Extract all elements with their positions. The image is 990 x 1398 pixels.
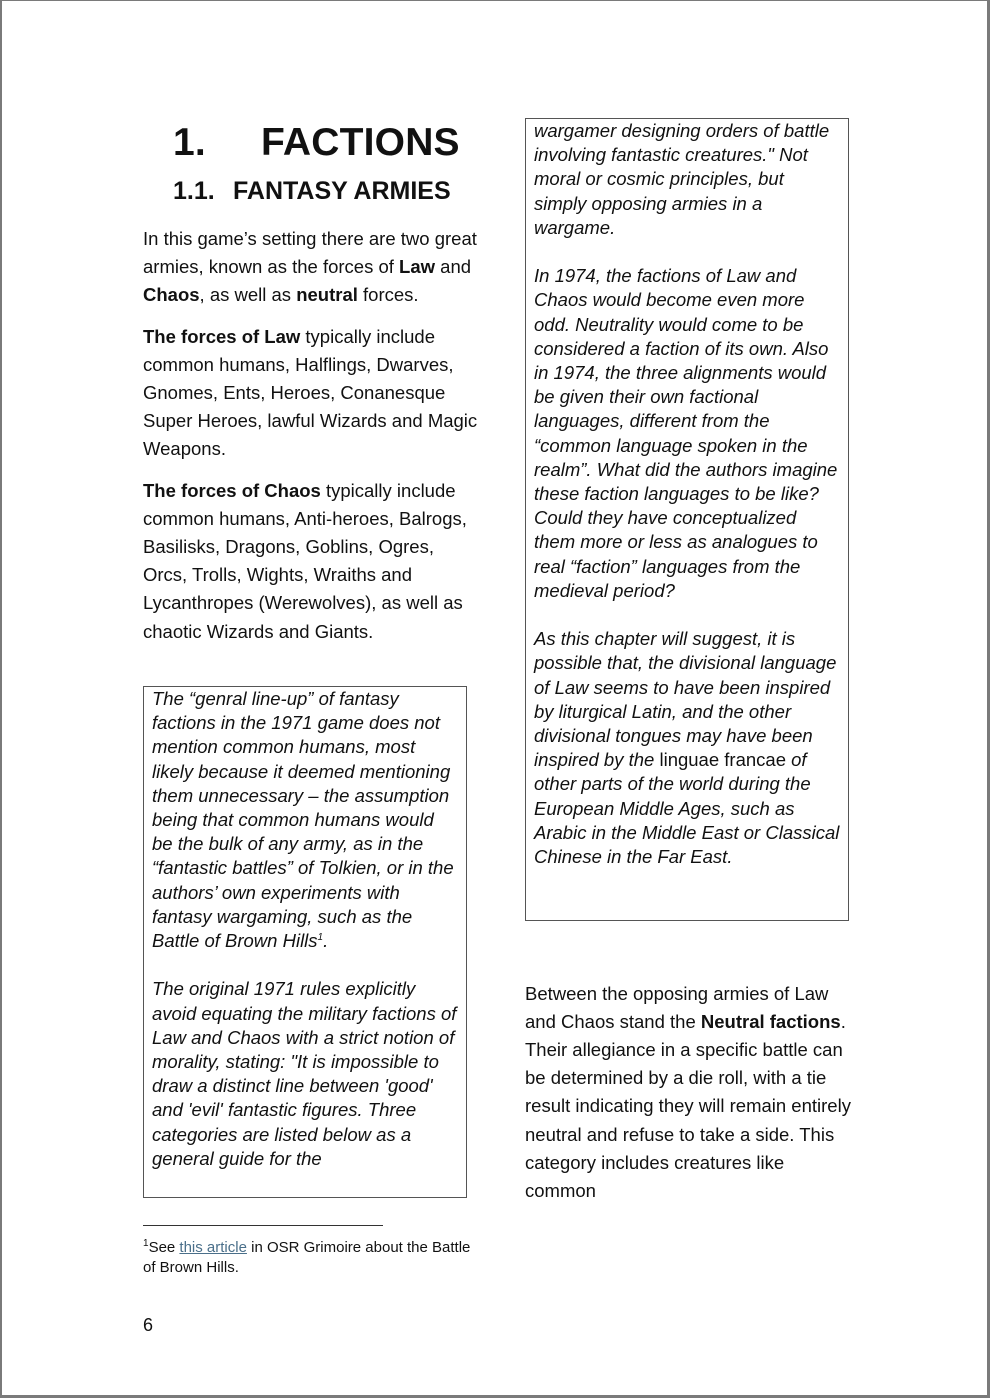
footnote-reference[interactable]: 1 <box>317 931 324 943</box>
footnote <box>143 1238 473 1278</box>
sidebar-text: As this chapter will suggest, it is possible that, the divisional language of Law seems to have been inspired by liturgical Latin, and the other divisional tongues may have been inspired by the <box>534 628 837 771</box>
sidebar-paragraph-5 <box>534 627 840 869</box>
chapter-heading <box>173 121 460 165</box>
left-column <box>143 225 478 659</box>
chaos-paragraph <box>143 477 478 646</box>
sidebar-paragraph-3: wargamer designing orders of battle involving fantastic creatures." Not moral or cosmic principles, but simply opposing armies in a wargame. <box>534 120 830 238</box>
law-term: Law <box>399 256 436 278</box>
sidebar-text: of other parts of the world during the European Middle Ages, such as Arabic in the Middle East or Classical Chinese in the Far East. <box>534 749 840 868</box>
sidebar-paragraph-1 <box>152 687 458 953</box>
chaos-text: typically include common humans, Anti-heroes, Balrogs, Basilisks, Dragons, Goblins, Ogres, Orcs, Trolls, Wights, Wraiths and Lycanthropes (Werewolves), as well as chaotic Wizards and Giants. <box>143 479 467 642</box>
sidebar-paragraph-4: In 1974, the factions of Law and Chaos would become even more odd. Neutrality would come to be considered a faction of its own. Also in 1974, the three alignments would be given their own factional languages, different from the “common language spoken in the realm”. What did the authors imagine these faction languages to be like? Could they have conceptualized them more or less as analogues to real “faction” languages from the medieval period? <box>534 265 838 601</box>
neutral-text: . Their allegiance in a specific battle can be determined by a die roll, with a tie result indicating they will remain entirely neutral and refuse to take a side. This category includes creatures like common <box>525 1010 851 1201</box>
neutral-text: Between the opposing armies of Law and Chaos stand the <box>525 982 829 1032</box>
intro-text: and <box>435 256 472 278</box>
right-column <box>525 961 855 1224</box>
section-number: 1.1. <box>173 177 215 205</box>
intro-text: forces. <box>357 284 419 306</box>
chapter-title: FACTIONS <box>261 121 460 164</box>
chaos-lead: The forces of Chaos <box>143 479 321 501</box>
this-article-link[interactable]: this article <box>179 1239 247 1256</box>
linguae-francae-term: linguae francae <box>659 749 786 771</box>
sidebar-text: The “genral line-up” of fantasy factions in the 1971 game does not mention common humans, most likely because it deemed mentioning them unnecessary – the assumption being that common humans would be the bulk of any army, as in the “fantastic battles” of Tolkien, or in the authors’ own experiments with fantasy wargaming, such as the Battle of Brown Hills <box>152 688 454 952</box>
footnote-text: See <box>148 1239 180 1256</box>
law-paragraph <box>143 323 478 464</box>
section-title: FANTASY ARMIES <box>233 177 451 205</box>
document-page <box>2 1 987 1395</box>
chapter-number: 1. <box>173 121 206 164</box>
section-heading <box>173 177 451 206</box>
neutral-term: neutral <box>296 284 358 306</box>
neutral-factions-term: Neutral factions <box>700 1010 841 1032</box>
sidebar-box-part2 <box>525 118 849 921</box>
intro-paragraph <box>143 225 478 310</box>
neutral-paragraph <box>525 980 855 1206</box>
footnote-separator <box>143 1225 383 1226</box>
intro-text: In this game’s setting there are two great armies, known as the forces of <box>143 228 477 278</box>
law-lead: The forces of Law <box>143 325 301 347</box>
sidebar-box-part1 <box>143 686 467 1198</box>
footnote-marker: 1 <box>143 1238 149 1249</box>
intro-text: , as well as <box>199 284 297 306</box>
page-number: 6 <box>143 1315 154 1335</box>
sidebar-text: . <box>323 930 329 952</box>
sidebar-paragraph-2: The original 1971 rules explicitly avoid equating the military factions of Law and Chaos with a strict notion of morality, stating: "It is impossible to draw a distinct line between 'good' and 'evil' fantastic figures. Three categories are listed below as a general guide for the <box>152 978 457 1169</box>
law-text: typically include common humans, Halflings, Dwarves, Gnomes, Ents, Heroes, Conanesque Super Heroes, lawful Wizards and Magic Weapons. <box>143 325 478 460</box>
footnote-text: in OSR Grimoire about the Battle of Brown Hills. <box>143 1239 471 1276</box>
chaos-term: Chaos <box>143 284 200 306</box>
